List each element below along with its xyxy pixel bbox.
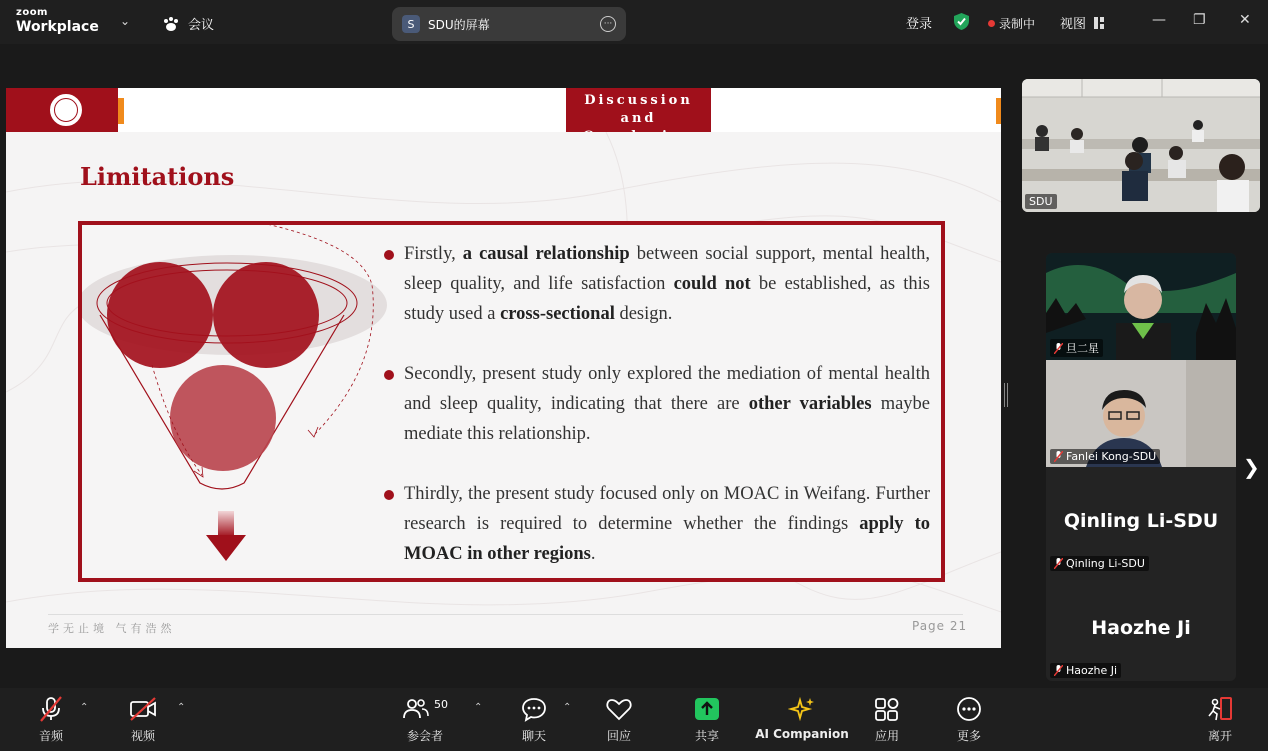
limitation-text: Thirdly, the present study focused only on MOAC in Weifang. Further research is required to determine whether the findings — [404, 484, 930, 534]
limitation-item — [382, 359, 930, 449]
participant-tile-room[interactable] — [1022, 79, 1260, 212]
title-bar — [0, 0, 1268, 44]
app-logo — [16, 8, 99, 34]
section-title: Limitations — [80, 162, 235, 191]
recording-indicator[interactable] — [988, 15, 1035, 32]
participant-display-name: Haozhe Ji — [1091, 617, 1191, 639]
limitation-text: Firstly, — [404, 244, 463, 264]
video-feed-room — [1022, 79, 1260, 212]
audio-button[interactable] — [16, 696, 89, 744]
sparkle-icon — [788, 696, 816, 722]
close-icon[interactable]: ✕ — [1239, 12, 1251, 28]
participant-name: Haozhe Ji — [1066, 664, 1118, 677]
limitation-emphasis: could not — [673, 274, 751, 294]
participant-name-tag — [1050, 663, 1121, 678]
meeting-menu[interactable] — [162, 14, 214, 33]
video-options-caret-icon[interactable]: ⌃ — [177, 702, 186, 713]
chat-options-caret-icon[interactable]: ⌃ — [563, 702, 572, 713]
more-button[interactable] — [934, 696, 1004, 744]
participants-button[interactable] — [390, 696, 460, 744]
react-label: 回应 — [606, 729, 631, 743]
react-button[interactable] — [584, 696, 654, 744]
ai-companion-button[interactable] — [755, 696, 849, 741]
view-label: 视图 — [1060, 17, 1087, 32]
more-label: 更多 — [956, 729, 981, 743]
chat-label: 聊天 — [521, 729, 546, 743]
funnel-diagram — [82, 225, 402, 575]
view-button[interactable] — [1060, 13, 1104, 32]
leave-button[interactable] — [1185, 696, 1255, 744]
participant-name-tag — [1025, 194, 1057, 209]
record-dot-icon — [988, 20, 995, 27]
university-emblem-icon — [48, 92, 84, 128]
participant-name: Qinling Li-SDU — [1066, 557, 1145, 570]
participant-name-tag — [1050, 449, 1160, 464]
slide-header — [6, 88, 1001, 132]
shared-screen-pill[interactable] — [392, 7, 626, 41]
participant-name-tag — [1050, 556, 1149, 571]
limitation-text: maybe mediate this relationship. — [404, 394, 931, 444]
audio-label: 音频 — [38, 729, 63, 743]
chevron-right-icon[interactable]: ❯ — [1243, 455, 1260, 479]
header-title-line1: Discussion and — [584, 93, 693, 126]
participant-name: SDU — [1029, 195, 1053, 208]
limitation-text: between social support, mental health, sleep quality, and life satisfaction — [404, 244, 930, 294]
limitations-box — [78, 221, 945, 582]
ai-companion-label: AI Companion — [755, 727, 849, 741]
audio-options-caret-icon[interactable]: ⌃ — [80, 702, 89, 713]
participants-label: 参会者 — [406, 729, 443, 743]
mic-muted-icon — [1054, 343, 1063, 354]
limitation-text: design. — [614, 304, 673, 324]
page-number: Page 21 — [912, 619, 968, 633]
logo-workplace: Workplace — [16, 19, 99, 35]
more-options-icon[interactable]: ··· — [600, 16, 616, 32]
mic-muted-icon — [1054, 665, 1063, 676]
limitation-emphasis: cross-sectional — [500, 304, 615, 324]
share-label: 共享 — [694, 729, 719, 743]
video-button[interactable] — [108, 696, 178, 744]
video-label: 视频 — [130, 729, 155, 743]
mic-muted-icon — [1054, 558, 1063, 569]
participant-name-tag — [1050, 339, 1103, 357]
screen-avatar: S — [402, 15, 420, 33]
limitation-emphasis: apply to MOAC in other regions — [404, 514, 930, 564]
participant-tile-dan[interactable] — [1046, 253, 1236, 360]
screen-title: SDU的屏幕 — [428, 17, 490, 32]
limitation-emphasis: a causal relationship — [462, 244, 630, 264]
header-accent-right — [996, 98, 1001, 124]
participant-name: 旦二星 — [1066, 342, 1099, 355]
apps-grid-icon — [873, 696, 901, 722]
login-button[interactable]: 登录 — [906, 17, 933, 32]
minimize-icon[interactable]: — — [1152, 12, 1166, 28]
share-screen-icon — [693, 696, 721, 722]
footer-divider — [48, 614, 963, 615]
mic-muted-icon — [1054, 451, 1063, 462]
restore-icon[interactable]: ❐ — [1193, 12, 1206, 28]
apps-label: 应用 — [874, 729, 899, 743]
participant-tile-haozhe[interactable] — [1046, 574, 1236, 681]
slide-body — [6, 132, 1001, 648]
meeting-label: 会议 — [188, 18, 215, 33]
participant-count: 50 — [434, 697, 448, 711]
limitation-item — [382, 239, 930, 329]
meeting-toolbar — [0, 688, 1268, 751]
chat-bubble-icon — [520, 696, 548, 722]
participant-tile-qinling[interactable] — [1046, 467, 1236, 574]
header-section-title — [566, 88, 711, 132]
participant-display-name: Qinling Li-SDU — [1063, 510, 1219, 532]
participant-tile-fanlei[interactable] — [1046, 360, 1236, 467]
apps-button[interactable] — [852, 696, 922, 744]
shared-slide — [6, 88, 1001, 648]
limitation-item — [382, 479, 930, 569]
limitation-text: Secondly, present study only explored the mediation of mental health and sleep quality, indicating that there are — [404, 364, 930, 414]
panel-resize-handle[interactable] — [1004, 383, 1008, 407]
ellipsis-circle-icon — [955, 696, 983, 722]
chat-button[interactable] — [499, 696, 572, 744]
header-accent-left — [118, 98, 124, 124]
paw-icon — [162, 16, 180, 32]
participants-options-caret-icon[interactable]: ⌃ — [474, 702, 483, 713]
logo-zoom: zoom — [16, 7, 48, 18]
heart-icon — [605, 696, 633, 722]
limitation-text: be established, as this study used a — [404, 274, 930, 324]
limitation-emphasis: other variables — [748, 394, 872, 414]
participants-icon-group — [402, 696, 448, 722]
leave-door-icon — [1206, 696, 1234, 722]
participant-name: Fanlei Kong-SDU — [1066, 450, 1157, 463]
chevron-down-icon[interactable]: ⌄ — [120, 14, 131, 28]
people-icon — [402, 696, 430, 722]
limitations-list — [382, 239, 930, 599]
view-grid-icon — [1094, 17, 1104, 29]
camera-off-icon — [129, 696, 157, 722]
recording-label: 录制中 — [999, 17, 1036, 31]
limitation-text: . — [590, 544, 596, 564]
shield-icon[interactable] — [953, 12, 970, 31]
share-button[interactable] — [672, 696, 742, 744]
microphone-muted-icon — [37, 696, 65, 722]
leave-label: 离开 — [1207, 729, 1232, 743]
footer-motto: 学无止境 气有浩然 — [48, 622, 176, 635]
